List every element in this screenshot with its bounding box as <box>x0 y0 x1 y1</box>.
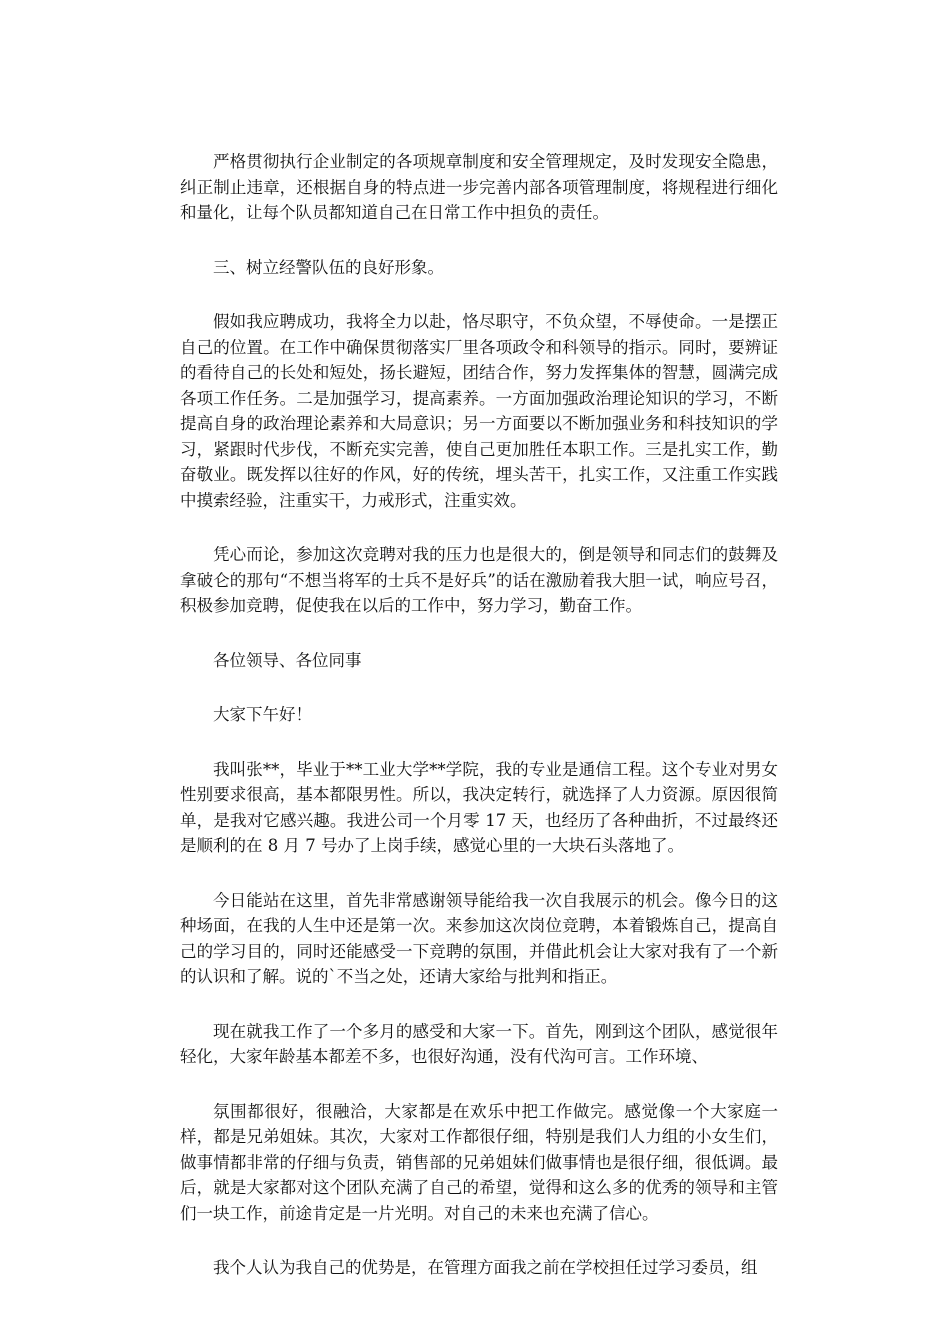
paragraph-self-introduction: 我叫张**，毕业于**工业大学**学院，我的专业是通信工程。这个专业对男女性别要求很高，基本都限男性。所以，我决定转行，就选择了人力资源。原因很简单，是我对它感兴趣。我进公司一个月零 17 天，也经历了各种曲折，不过最终还是顺利的在 8 月 7 号办了上岗手续，感觉心里的一大块石头落地了。 <box>180 759 778 855</box>
section-heading-image: 三、树立经警队伍的良好形象。 <box>213 257 444 277</box>
document-body <box>180 149 778 1310</box>
paragraph-work-impressions: 现在就我工作了一个多月的感受和大家一下。首先，刚到这个团队，感觉很年轻化，大家年龄基本都差不多，也很好沟通，没有代沟可言。工作环境、 <box>180 1021 778 1066</box>
paragraph-personal-strengths: 我个人认为我自己的优势是，在管理方面我之前在学校担任过学习委员，组 <box>213 1258 758 1277</box>
paragraph-safety-rules: 严格贯彻执行企业制定的各项规章制度和安全管理规定，及时发现安全隐患，纠正制止违章，还根据自身的特点进一步完善内部各项管理制度，将规程进行细化和量化，让每个队员都知道自己在日常工作中担负的责任。 <box>180 152 778 222</box>
paragraph-commitment: 假如我应聘成功，我将全力以赴，恪尽职守，不负众望，不辱使命。一是摆正自己的位置。在工作中确保贯彻落实厂里各项政令和科领导的指示。同时，要辨证的看待自己的长处和短处，扬长避短，团结合作，努力发挥集体的智慧，圆满完成各项工作任务。二是加强学习，提高素养。一方面加强政治理论知识的学习，不断提高自身的政治理论素养和大局意识；另一方面要以不断加强业务和科技知识的学习，紧跟时代步伐，不断充实完善，使自己更加胜任本职工作。三是扎实工作，勤奋敬业。既发挥以往好的作风，好的传统，埋头苦干，扎实工作，又注重工作实践中摸索经验，注重实干，力戒形式，注重实效。 <box>180 312 778 510</box>
paragraph-gratitude: 今日能站在这里，首先非常感谢领导能给我一次自我展示的机会。像今日的这种场面，在我的人生中还是第一次。来参加这次岗位竞聘，本着锻炼自己，提高自己的学习目的，同时还能感受一下竞聘的氛围，并借此机会让大家对我有了一个新的认识和了解。说的`不当之处，还请大家给与批判和指正。 <box>180 890 778 986</box>
paragraph-team-atmosphere: 氛围都很好，很融洽，大家都是在欢乐中把工作做完。感觉像一个大家庭一样，都是兄弟姐妹。其次，大家对工作都很仔细，特别是我们人力组的小女生们，做事情都非常的仔细与负责，销售部的兄弟姐妹们做事情也是很仔细，很低调。最后，就是大家都对这个团队充满了自己的希望，觉得和这么多的优秀的领导和主管们一块工作，前途肯定是一片光明。对自己的未来也充满了信心。 <box>180 1101 778 1223</box>
paragraph-motivation: 凭心而论，参加这次竞聘对我的压力也是很大的，倒是领导和同志们的鼓舞及拿破仑的那句“不想当将军的士兵不是好兵”的话在激励着我大胆一试，响应号召，积极参加竞聘，促使我在以后的工作中，努力学习，勤奋工作。 <box>180 545 778 615</box>
greeting: 大家下午好！ <box>213 705 312 724</box>
salutation: 各位领导、各位同事 <box>213 650 362 670</box>
